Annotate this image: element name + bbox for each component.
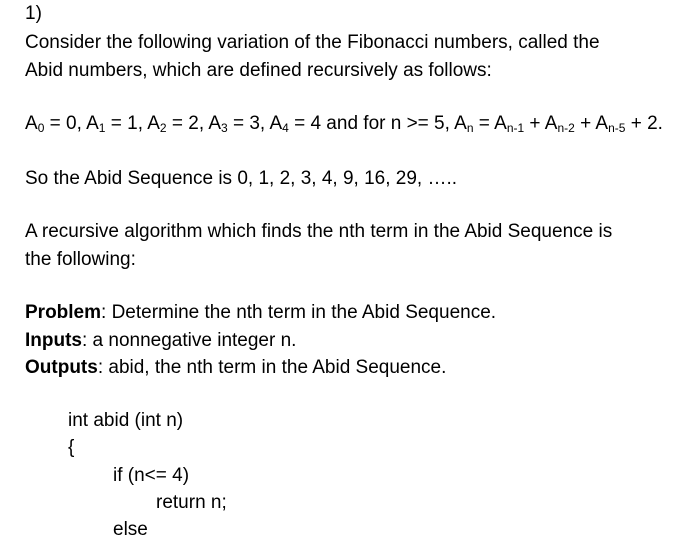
question-number: 1) [25,3,42,24]
outputs-text: : abid, the nth term in the Abid Sequence. [97,357,447,378]
inputs-text: : a nonnegative integer n. [82,330,297,351]
intro-line-1: Consider the following variation of the Fibonacci numbers, called the [25,32,600,53]
recursive-line-2: the following: [25,249,136,270]
sequence-text: So the Abid Sequence is 0, 1, 2, 3, 4, 9, 16, 29, ….. [25,168,458,189]
inputs-statement [25,331,296,350]
outputs-label: Outputs [25,357,98,378]
intro-line-2: Abid numbers, which are defined recursively as follows: [25,60,492,81]
problem-statement [25,303,496,322]
recursive-line-1: A recursive algorithm which finds the nth term in the Abid Sequence is [25,221,613,242]
problem-text: : Determine the nth term in the Abid Sequence. [101,302,497,323]
problem-label: Problem [25,302,102,323]
code-else-line: else [113,519,148,540]
code-signature: int abid (int n) [68,410,184,431]
outputs-statement [25,358,446,377]
recurrence-definition: $A_0 = 0$, $A_1 = 1$, $A_2 = 2$, $A_3 = 3$, $A_4 = 4$ and for n >= 5, $A_n = A_{n-1} + A_{n-2} + A_{n-5} + 2$. [25,113,663,135]
code-if-line: if (n<= 4) [113,465,190,486]
code-return-line: return n; [156,492,227,513]
inputs-label: Inputs [25,330,82,351]
code-open-brace: { [68,437,75,458]
